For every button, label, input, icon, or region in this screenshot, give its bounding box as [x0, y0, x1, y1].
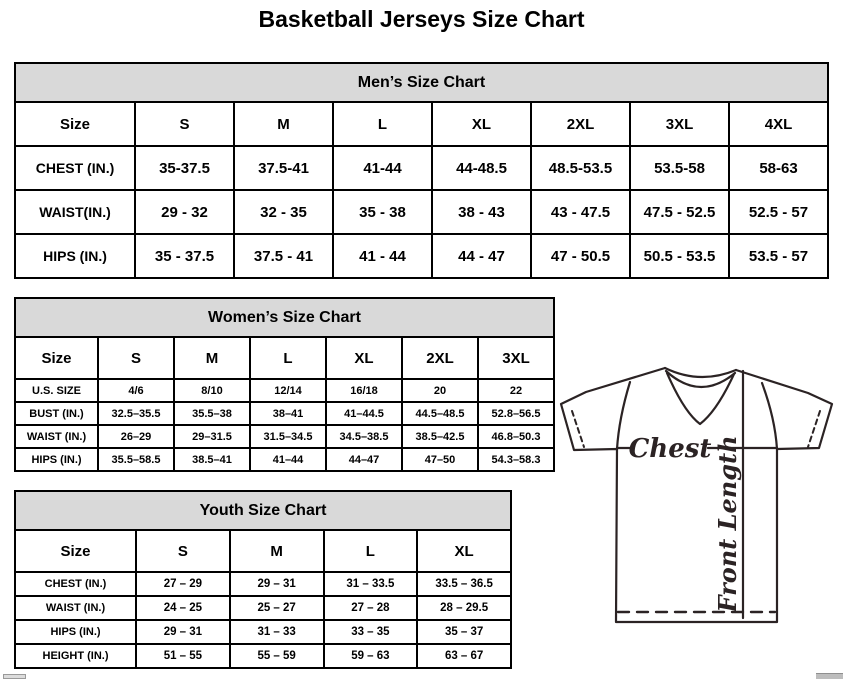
men-column-header: XL	[432, 102, 531, 146]
men-value-cell: 35-37.5	[135, 146, 234, 190]
youth-value-cell: 59 – 63	[324, 644, 418, 668]
men-value-cell: 32 - 35	[234, 190, 333, 234]
youth-value-cell: 27 – 28	[324, 596, 418, 620]
women-value-cell: 41–44.5	[326, 402, 402, 425]
men-column-header: L	[333, 102, 432, 146]
jersey-outline	[561, 368, 832, 622]
women-row-label: U.S. SIZE	[15, 379, 98, 402]
youth-value-cell: 29 – 31	[230, 572, 324, 596]
men-value-cell: 58-63	[729, 146, 828, 190]
youth-table-title: Youth Size Chart	[15, 491, 511, 530]
women-value-cell: 41–44	[250, 448, 326, 471]
youth-column-header: M	[230, 530, 324, 572]
women-value-cell: 38.5–42.5	[402, 425, 478, 448]
men-size-column-header: Size	[15, 102, 135, 146]
youth-value-cell: 31 – 33	[230, 620, 324, 644]
youth-value-cell: 25 – 27	[230, 596, 324, 620]
women-value-cell: 35.5–58.5	[98, 448, 174, 471]
youth-column-header: L	[324, 530, 418, 572]
men-row-label: WAIST(IN.)	[15, 190, 135, 234]
men-column-header: 3XL	[630, 102, 729, 146]
youth-size-table	[14, 490, 512, 669]
men-value-cell: 37.5 - 41	[234, 234, 333, 278]
women-column-header: S	[98, 337, 174, 379]
women-row-label: WAIST (IN.)	[15, 425, 98, 448]
youth-value-cell: 28 – 29.5	[417, 596, 511, 620]
women-table-title: Women’s Size Chart	[15, 298, 554, 337]
men-column-header: S	[135, 102, 234, 146]
women-value-cell: 12/14	[250, 379, 326, 402]
youth-size-column-header: Size	[15, 530, 136, 572]
women-value-cell: 32.5–35.5	[98, 402, 174, 425]
men-table-title: Men’s Size Chart	[15, 63, 828, 102]
women-value-cell: 16/18	[326, 379, 402, 402]
jersey-armhole-right	[762, 383, 777, 449]
men-value-cell: 47.5 - 52.5	[630, 190, 729, 234]
men-value-cell: 52.5 - 57	[729, 190, 828, 234]
women-value-cell: 34.5–38.5	[326, 425, 402, 448]
men-column-header: 4XL	[729, 102, 828, 146]
women-value-cell: 44–47	[326, 448, 402, 471]
women-value-cell: 22	[478, 379, 554, 402]
women-value-cell: 54.3–58.3	[478, 448, 554, 471]
women-value-cell: 47–50	[402, 448, 478, 471]
men-value-cell: 43 - 47.5	[531, 190, 630, 234]
women-value-cell: 52.8–56.5	[478, 402, 554, 425]
youth-value-cell: 51 – 55	[136, 644, 230, 668]
women-row-label: HIPS (IN.)	[15, 448, 98, 471]
men-value-cell: 41 - 44	[333, 234, 432, 278]
men-column-header: 2XL	[531, 102, 630, 146]
men-value-cell: 44 - 47	[432, 234, 531, 278]
women-value-cell: 26–29	[98, 425, 174, 448]
women-value-cell: 29–31.5	[174, 425, 250, 448]
women-size-column-header: Size	[15, 337, 98, 379]
women-value-cell: 38–41	[250, 402, 326, 425]
women-column-header: L	[250, 337, 326, 379]
men-value-cell: 38 - 43	[432, 190, 531, 234]
womens-size-table	[14, 297, 555, 472]
jersey-measurement-diagram	[556, 358, 838, 630]
men-row-label: CHEST (IN.)	[15, 146, 135, 190]
men-row-label: HIPS (IN.)	[15, 234, 135, 278]
men-value-cell: 53.5 - 57	[729, 234, 828, 278]
men-value-cell: 41-44	[333, 146, 432, 190]
men-value-cell: 47 - 50.5	[531, 234, 630, 278]
men-value-cell: 48.5-53.5	[531, 146, 630, 190]
women-value-cell: 31.5–34.5	[250, 425, 326, 448]
men-value-cell: 29 - 32	[135, 190, 234, 234]
women-value-cell: 20	[402, 379, 478, 402]
youth-column-header: XL	[417, 530, 511, 572]
men-value-cell: 35 - 38	[333, 190, 432, 234]
men-value-cell: 44-48.5	[432, 146, 531, 190]
horizontal-scrollbar-fragment-right[interactable]	[816, 673, 843, 679]
page-title: Basketball Jerseys Size Chart	[258, 6, 585, 32]
youth-value-cell: 33 – 35	[324, 620, 418, 644]
mens-size-table	[14, 62, 829, 279]
youth-row-label: HIPS (IN.)	[15, 620, 136, 644]
youth-row-label: CHEST (IN.)	[15, 572, 136, 596]
youth-value-cell: 55 – 59	[230, 644, 324, 668]
men-value-cell: 50.5 - 53.5	[630, 234, 729, 278]
youth-row-label: WAIST (IN.)	[15, 596, 136, 620]
women-column-header: M	[174, 337, 250, 379]
youth-value-cell: 24 – 25	[136, 596, 230, 620]
youth-value-cell: 27 – 29	[136, 572, 230, 596]
women-value-cell: 4/6	[98, 379, 174, 402]
youth-value-cell: 29 – 31	[136, 620, 230, 644]
women-row-label: BUST (IN.)	[15, 402, 98, 425]
jersey-collar-arc-1	[665, 368, 736, 377]
men-value-cell: 53.5-58	[630, 146, 729, 190]
front-length-label: Front Length	[713, 435, 742, 613]
women-column-header: XL	[326, 337, 402, 379]
chest-label: Chest	[628, 434, 712, 464]
women-value-cell: 35.5–38	[174, 402, 250, 425]
women-value-cell: 44.5–48.5	[402, 402, 478, 425]
men-value-cell: 37.5-41	[234, 146, 333, 190]
youth-value-cell: 35 – 37	[417, 620, 511, 644]
jersey-cuff-dash-left	[572, 411, 584, 447]
youth-value-cell: 33.5 – 36.5	[417, 572, 511, 596]
women-column-header: 2XL	[402, 337, 478, 379]
women-column-header: 3XL	[478, 337, 554, 379]
women-value-cell: 38.5–41	[174, 448, 250, 471]
youth-row-label: HEIGHT (IN.)	[15, 644, 136, 668]
men-column-header: M	[234, 102, 333, 146]
youth-value-cell: 63 – 67	[417, 644, 511, 668]
women-value-cell: 8/10	[174, 379, 250, 402]
women-value-cell: 46.8–50.3	[478, 425, 554, 448]
youth-value-cell: 31 – 33.5	[324, 572, 418, 596]
horizontal-scrollbar-fragment-left[interactable]	[3, 674, 26, 679]
men-value-cell: 35 - 37.5	[135, 234, 234, 278]
youth-column-header: S	[136, 530, 230, 572]
jersey-cuff-dash-right	[808, 411, 820, 447]
